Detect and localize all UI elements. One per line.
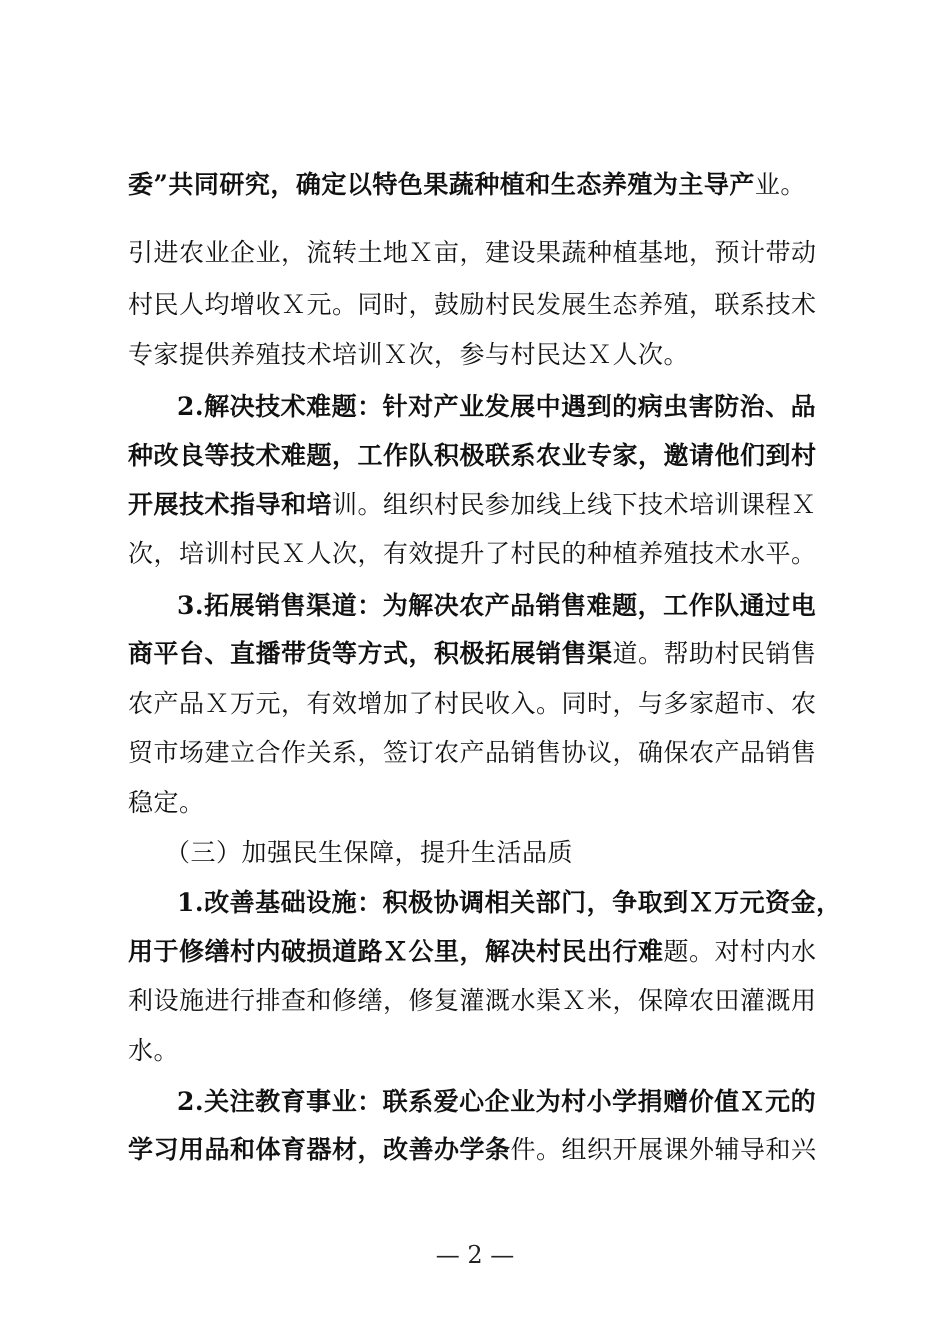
body-text: 稳定。 [128, 788, 205, 817]
paragraph-line [128, 339, 848, 371]
body-text: 贸市场建立合作关系，签订农产品销售协议，确保农产品销售 [128, 738, 817, 767]
bold-text: 商平台、直播带货等方式，积极拓展销售渠 [128, 639, 613, 668]
body-text: 专家提供养殖技术培训Ｘ次，参与村民达Ｘ人次。 [128, 340, 690, 369]
body-text: 业。 [754, 170, 806, 199]
paragraph-line [128, 237, 848, 269]
body-text: 件。组织开展课外辅导和兴 [510, 1135, 817, 1164]
body-text: 引进农业企业，流转土地Ｘ亩，建设果蔬种植基地，预计带动 [128, 238, 817, 267]
page-number: — 2 — [435, 1241, 515, 1269]
body-text: 水。 [128, 1036, 180, 1065]
paragraph-line [128, 169, 848, 201]
paragraph-line [128, 936, 848, 968]
paragraph-line [177, 391, 897, 423]
bold-text: 开展技术指导和培 [128, 490, 333, 519]
bold-text: 种改良等技术难题，工作队积极联系农业专家，邀请他们到村 [128, 441, 817, 470]
bold-text: 2.解决技术难题：针对产业发展中遇到的病虫害防治、品 [177, 392, 817, 421]
paragraph-line [128, 688, 848, 720]
paragraph-line [177, 1086, 897, 1118]
paragraph-line [128, 538, 848, 570]
paragraph-line [128, 289, 848, 321]
paragraph-line [128, 1134, 848, 1166]
paragraph-line [128, 440, 848, 472]
body-text: 利设施进行排查和修缮，修复灌溉水渠Ｘ米，保障农田灌溉用 [128, 986, 817, 1015]
bold-text: 委”共同研究，确定以特色果蔬种植和生态养殖为主导产 [128, 170, 755, 199]
bold-text: 用于修缮村内破损道路Ｘ公里，解决村民出行难 [128, 937, 664, 966]
body-text: 农产品Ｘ万元，有效增加了村民收入。同时，与多家超市、农 [128, 689, 817, 718]
body-text: 次，培训村民Ｘ人次，有效提升了村民的种植养殖技术水平。 [128, 539, 817, 568]
paragraph-line [128, 985, 848, 1017]
body-text: 道。帮助村民销售 [612, 639, 817, 668]
paragraph-line [128, 737, 848, 769]
bold-text: 3.拓展销售渠道：为解决农产品销售难题，工作队通过电 [177, 591, 817, 620]
body-text: （三）加强民生保障，提升生活品质 [165, 838, 574, 867]
bold-text: 学习用品和体育器材，改善办学条 [128, 1135, 511, 1164]
bold-text: 2.关注教育事业：联系爱心企业为村小学捐赠价值Ｘ元的 [177, 1087, 817, 1116]
bold-text: 1.改善基础设施：积极协调相关部门，争取到Ｘ万元资金， [177, 888, 842, 917]
body-text: 题。对村内水 [663, 937, 817, 966]
paragraph-line [177, 887, 897, 919]
paragraph-line [128, 489, 848, 521]
paragraph-line [128, 1035, 848, 1067]
paragraph-line [128, 638, 848, 670]
body-text: 村民人均增收Ｘ元。同时，鼓励村民发展生态养殖，联系技术 [128, 290, 817, 319]
body-text: 训。组织村民参加线上线下技术培训课程Ｘ [332, 490, 817, 519]
paragraph-line [128, 787, 848, 819]
section-heading [165, 837, 885, 869]
paragraph-line [177, 590, 897, 622]
